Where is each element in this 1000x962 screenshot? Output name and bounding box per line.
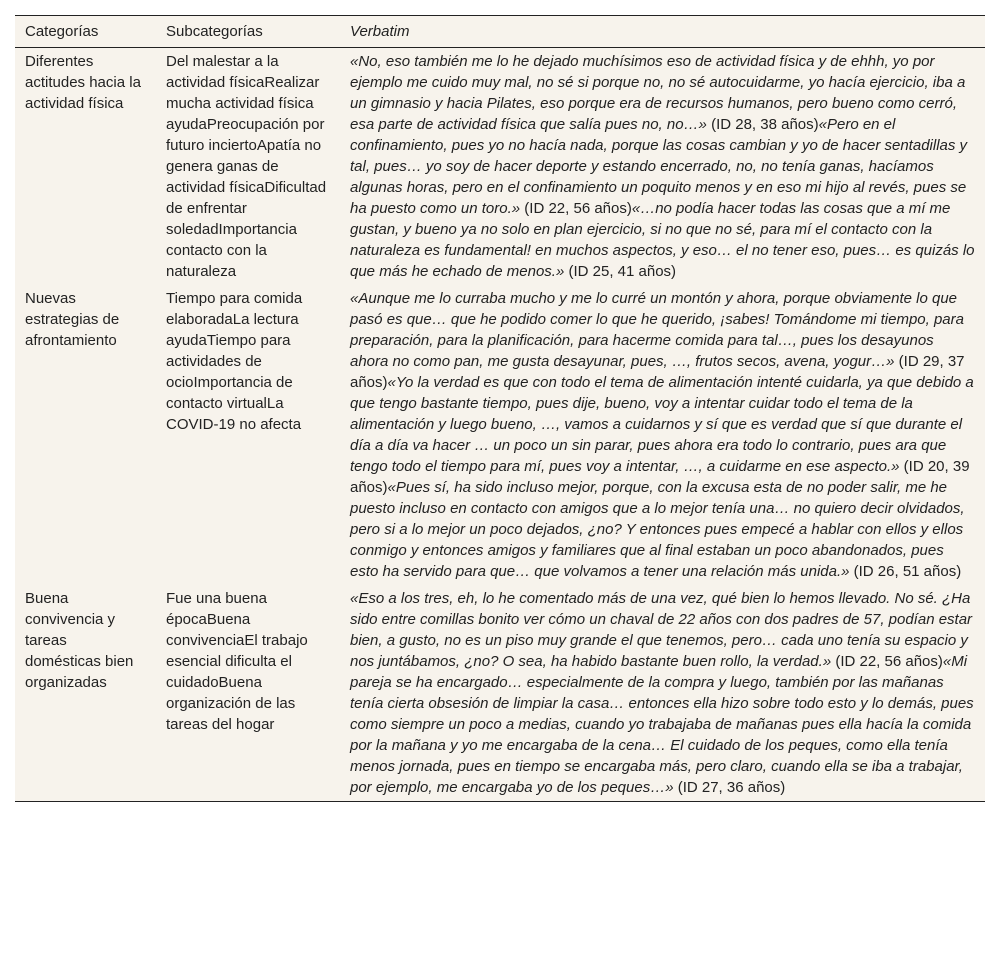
category-cell: Buena convivencia y tareas domésticas bien organizadas bbox=[25, 590, 134, 691]
table-row bbox=[15, 285, 985, 585]
verbatim-reference: (ID 27, 36 años) bbox=[673, 779, 786, 796]
verbatim-reference: (ID 22, 56 años) bbox=[831, 653, 943, 670]
table-header bbox=[15, 16, 985, 48]
verbatim-cell bbox=[340, 285, 985, 585]
verbatim-quote: «Mi pareja se ha encargado… especialmente de la compra y luego, también por las mañanas tenía cierta obsesión de limpiar la casa… entonces ella hizo sobre todo esto y lo demás, pues como siempre un poco a medias, cuando yo trabajaba de mañanas pues ella hacía la comida por la mañana y yo me encargaba de la cena… El cuidado de los peques, como ella tenía menos jornada, pues en tiempo se encargaba más, pero claro, cuando ella se iba a trabajar, por ejemplo, me encargaba yo de los peques…» bbox=[350, 653, 974, 796]
verbatim-cell bbox=[340, 48, 985, 286]
qualitative-results-table bbox=[15, 15, 985, 802]
table-body bbox=[15, 48, 985, 802]
verbatim-quote: «Eso a los tres, eh, lo he comentado más de una vez, qué bien lo hemos llevado. No sé. ¿Ha sido entre comillas bonito ver cómo un chaval de 22 años con dos padres de 57, podían estar bien, a gusto, no es un piso muy grande el que tenemos, pero… cada uno tenía su espacio y nos juntábamos, ¿no? O sea, ha habido bastante buen rollo, la verdad.» bbox=[350, 590, 973, 670]
verbatim-reference: (ID 28, 38 años) bbox=[706, 116, 819, 133]
verbatim-reference: (ID 25, 41 años) bbox=[564, 263, 677, 280]
header-categories: Categorías bbox=[25, 23, 99, 40]
table-row bbox=[15, 48, 985, 286]
verbatim-reference: (ID 29, 37 años) bbox=[350, 353, 965, 391]
category-cell: Nuevas estrategias de afrontamiento bbox=[25, 290, 120, 349]
verbatim-quote: «Yo la verdad es que con todo el tema de alimentación intenté cuidarla, ya que debido a que tengo bastante tiempo, pues dije, bueno, voy a intentar cuidar todo el tema de la alimentación y luego bueno, …, vamos a cuidarnos y sí que es verdad que sí que durante el día a día va hacer … un poco un sin parar, pues ahora era todo lo contrario, pues ara que tengo todo el tiempo para mí, pues voy a intentar, …, a cuidarme en ese aspecto.» bbox=[350, 374, 974, 475]
qualitative-results-table-container bbox=[15, 15, 985, 802]
subcategories-cell: Fue una buena épocaBuena convivenciaEl trabajo esencial dificulta el cuidadoBuena organización de las tareas del hogar bbox=[166, 590, 308, 733]
category-cell: Diferentes actitudes hacia la actividad física bbox=[25, 53, 141, 112]
subcategories-cell: Del malestar a la actividad físicaRealizar mucha actividad física ayudaPreocupación por futuro inciertoApatía no genera ganas de actividad físicaDificultad de enfrentar soledadImportancia contacto con la naturaleza bbox=[166, 53, 327, 280]
verbatim-quote: «Pues sí, ha sido incluso mejor, porque, con la excusa esta de no poder salir, me he puesto incluso en contacto con amigos que a lo mejor tenía una… no quiero decir olvidados, pero si a lo mejor un poco dejados, ¿no? Y entonces pues empecé a hablar con ellos y ellos conmigo y entonces amigos y familiares que al final estaban un poco abandonados, pues esto ha servido para que… que volvamos a tener una relación más unida.» bbox=[350, 479, 965, 580]
verbatim-quote: «Aunque me lo curraba mucho y me lo curré un montón y ahora, porque obviamente lo que pasó es que… que he podido comer lo que he querido, ¡sabes! Tomándome mi tiempo, para preparación, para la planificación, para hacerme comida para tal…, pues los desayunos ahora no como pan, me gusta desayunar, pues, …, frutos secos, avena, yogur…» bbox=[350, 290, 964, 370]
subcategories-cell: Tiempo para comida elaboradaLa lectura ayudaTiempo para actividades de ocioImportancia de contacto virtualLa COVID-19 no afecta bbox=[166, 290, 303, 433]
header-verbatim: Verbatim bbox=[350, 23, 410, 40]
verbatim-reference: (ID 26, 51 años) bbox=[849, 563, 962, 580]
verbatim-quote: «No, eso también me lo he dejado muchísimos eso de actividad física y de ehhh, yo por ejemplo me cuido muy mal, no sé si porque no, no sé autocuidarme, yo hacía ejercicio, iba a un gimnasio y hacia Pilates, eso porque era de recursos humanos, pero bueno como cerró, esa parte de actividad física que salía pues no, no…» bbox=[350, 53, 966, 133]
verbatim-reference: (ID 22, 56 años) bbox=[520, 200, 632, 217]
header-row bbox=[15, 16, 985, 48]
verbatim-quote: «Pero en el confinamiento, pues yo no hacía nada, porque las cosas cambian y yo de hacer sentadillas y tal, pues… yo soy de hacer deporte y estando encerrado, no, no tenía ganas, hacíamos algunas horas, pero en el confinamiento un poquito menos y en eso mi hijo al revés, pues se ha puesto como un toro.» bbox=[350, 116, 968, 217]
verbatim-quote: «…no podía hacer todas las cosas que a mí me gustan, y bueno ya no solo en plan ejercicio, si no que no sé, para mí el contacto con la naturaleza es fundamental! en muchos aspectos, y eso… el no tener eso, pues… es quizás lo que más he echado de menos.» bbox=[350, 200, 975, 280]
table-row bbox=[15, 585, 985, 802]
header-subcategories: Subcategorías bbox=[166, 23, 263, 40]
verbatim-reference: (ID 20, 39 años) bbox=[350, 458, 970, 496]
verbatim-cell bbox=[340, 585, 985, 802]
